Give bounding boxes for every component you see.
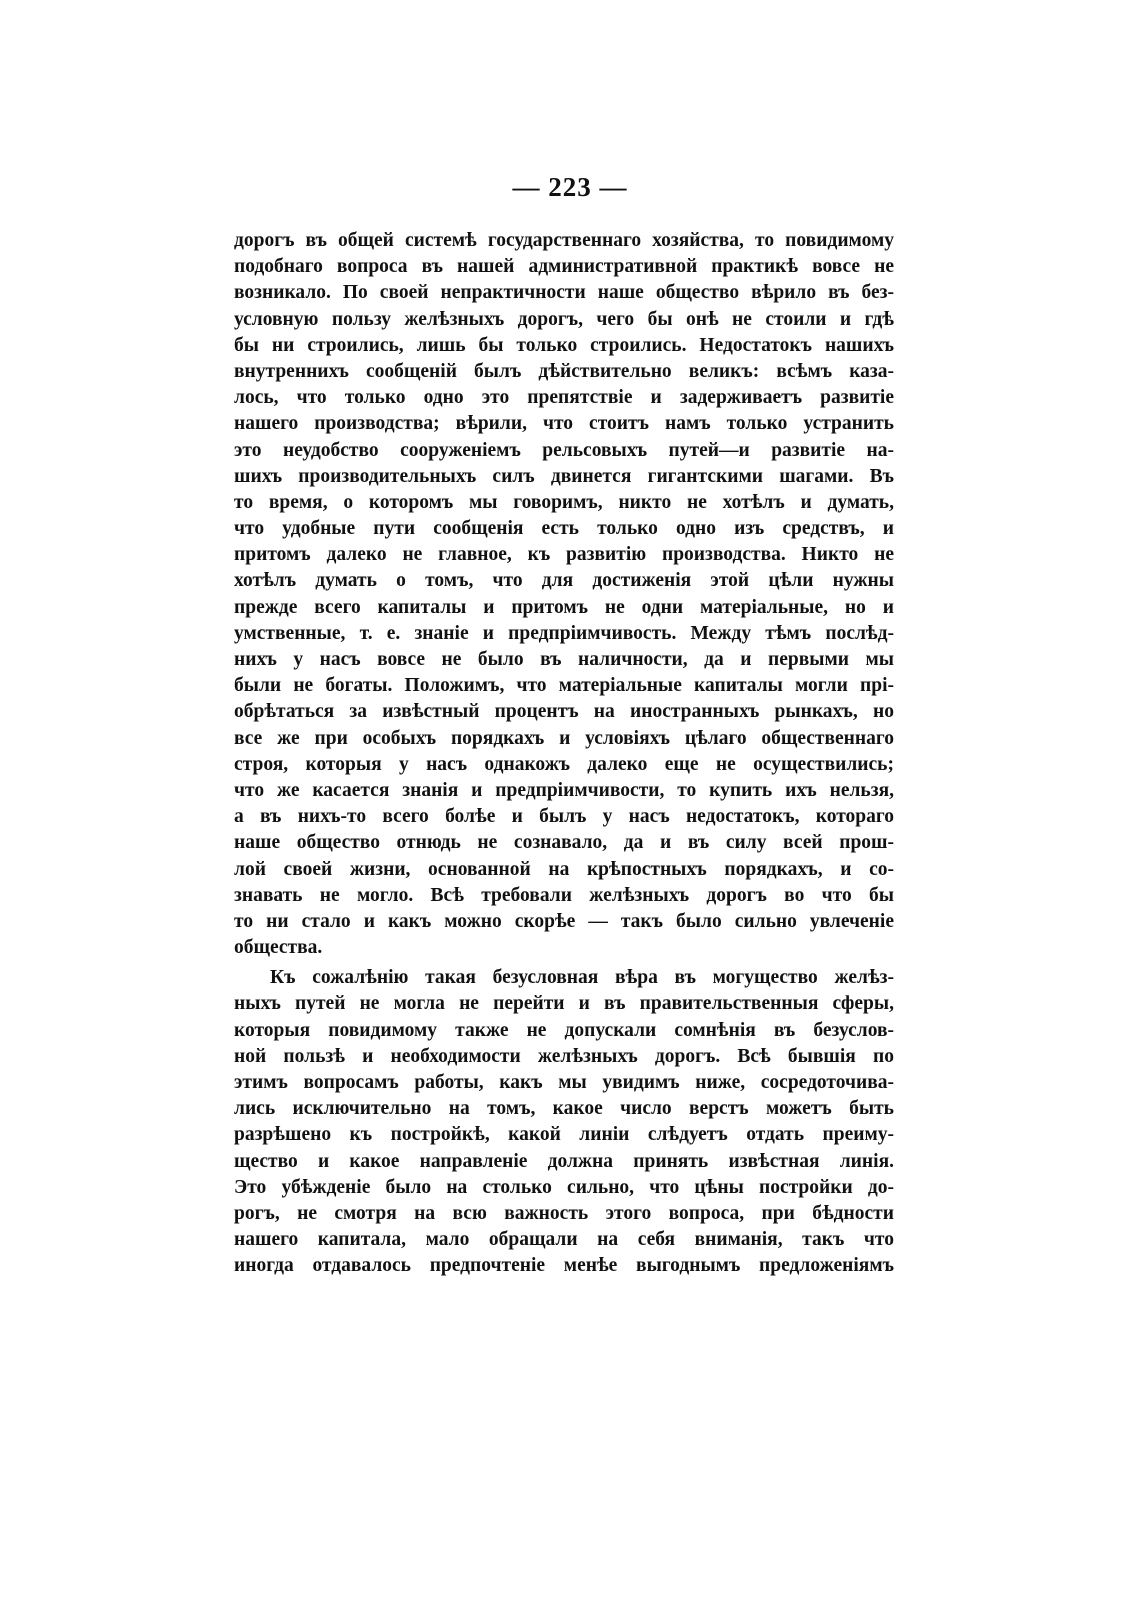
text-line: это неудобство сооруженіемъ рельсовыхъ путей—и развитіе на- (234, 439, 894, 461)
text-line: шихъ производительныхъ силъ двинется гигантскими шагами. Въ (234, 465, 894, 487)
text-line: наше общество отнюдь не сознавало, да и въ силу всей прош- (234, 832, 894, 854)
text-line: то время, о которомъ мы говоримъ, никто не хотѣлъ и думать, (234, 491, 894, 513)
text-line: знавать не могло. Всѣ требовали желѣзныхъ дорогъ во что бы (234, 884, 894, 906)
text-line: внутреннихъ сообщеній былъ дѣйствительно великъ: всѣмъ каза- (234, 360, 894, 382)
text-line: строя, которыя у насъ однакожъ далеко еще не осуществились; (234, 753, 894, 775)
text-line: Къ сожалѣнію такая безусловная вѣра въ могущество желѣз- (270, 967, 894, 989)
body-text (234, 228, 894, 1280)
text-line: возникало. По своей непрактичности наше общество вѣрило въ без- (234, 282, 894, 304)
text-line: щество и какое направленіе должна принять извѣстная линія. (234, 1150, 894, 1172)
text-line: Это убѣжденіе было на столько сильно, что цѣны постройки до- (234, 1176, 894, 1198)
text-line: лой своей жизни, основанной на крѣпостныхъ порядкахъ, и со- (234, 858, 894, 880)
text-line: прежде всего капиталы и притомъ не одни матеріальные, но и (234, 596, 894, 618)
text-line: а въ нихъ-то всего болѣе и былъ у насъ недостатокъ, котораго (234, 806, 894, 828)
text-line: были не богаты. Положимъ, что матеріальные капиталы могли прі- (234, 675, 894, 697)
text-line: нашего капитала, мало обращали на себя вниманія, такъ что (234, 1229, 894, 1251)
text-line: подобнаго вопроса въ нашей административной практикѣ вовсе не (234, 256, 894, 278)
paragraph-2 (234, 965, 894, 1279)
text-line: бы ни строились, лишь бы только строились. Недостатокъ нашихъ (234, 334, 894, 356)
text-line: что удобные пути сообщенія есть только одно изъ средствъ, и (234, 518, 894, 540)
text-line: рогъ, не смотря на всю важность этого вопроса, при бѣдности (234, 1202, 894, 1224)
text-line: хотѣлъ думать о томъ, что для достиженія этой цѣли нужны (234, 570, 894, 592)
text-line: общества. (234, 937, 323, 959)
text-line: этимъ вопросамъ работы, какъ мы увидимъ ниже, сосредоточива- (234, 1072, 894, 1093)
text-line: лись исключительно на томъ, какое число верстъ можетъ быть (234, 1098, 894, 1120)
text-line: обрѣтаться за извѣстный процентъ на иностранныхъ рынкахъ, но (234, 701, 894, 723)
text-line: то ни стало и какъ можно скорѣе — такъ было сильно увлеченіе (234, 910, 894, 932)
text-line: условную пользу желѣзныхъ дорогъ, чего бы онѣ не стоили и гдѣ (234, 308, 894, 330)
text-line: все же при особыхъ порядкахъ и условіяхъ цѣлаго общественнаго (234, 727, 894, 749)
text-line: нихъ у насъ вовсе не было въ наличности, да и первыми мы (234, 649, 894, 670)
text-line: нашего производства; вѣрили, что стоитъ намъ только устранить (234, 413, 894, 435)
text-line: притомъ далеко не главное, къ развитію производства. Никто не (234, 544, 894, 566)
text-line: разрѣшено къ постройкѣ, какой линіи слѣдуетъ отдать преиму- (234, 1124, 894, 1146)
text-line: лось, что только одно это препятствіе и задерживаетъ развитіе (234, 387, 894, 409)
text-line: дорогъ въ общей системѣ государственнаго хозяйства, то повидимому (234, 230, 894, 251)
page-number: — 223 — (512, 172, 628, 202)
text-line: ныхъ путей не могла не перейти и въ правительственныя сферы, (234, 993, 894, 1015)
text-line: иногда отдавалось предпочтеніе менѣе выгоднымъ предложеніямъ (234, 1255, 894, 1277)
text-line: умственные, т. е. знаніе и предпріимчивость. Между тѣмъ послѣд- (234, 622, 894, 644)
paragraph-1 (234, 228, 894, 961)
text-line: которыя повидимому также не допускали сомнѣнія въ безуслов- (234, 1019, 894, 1041)
text-line: что же касается знанія и предпріимчивости, то купить ихъ нельзя, (234, 779, 894, 801)
text-line: ной пользѣ и необходимости желѣзныхъ дорогъ. Всѣ бывшія по (234, 1045, 894, 1067)
